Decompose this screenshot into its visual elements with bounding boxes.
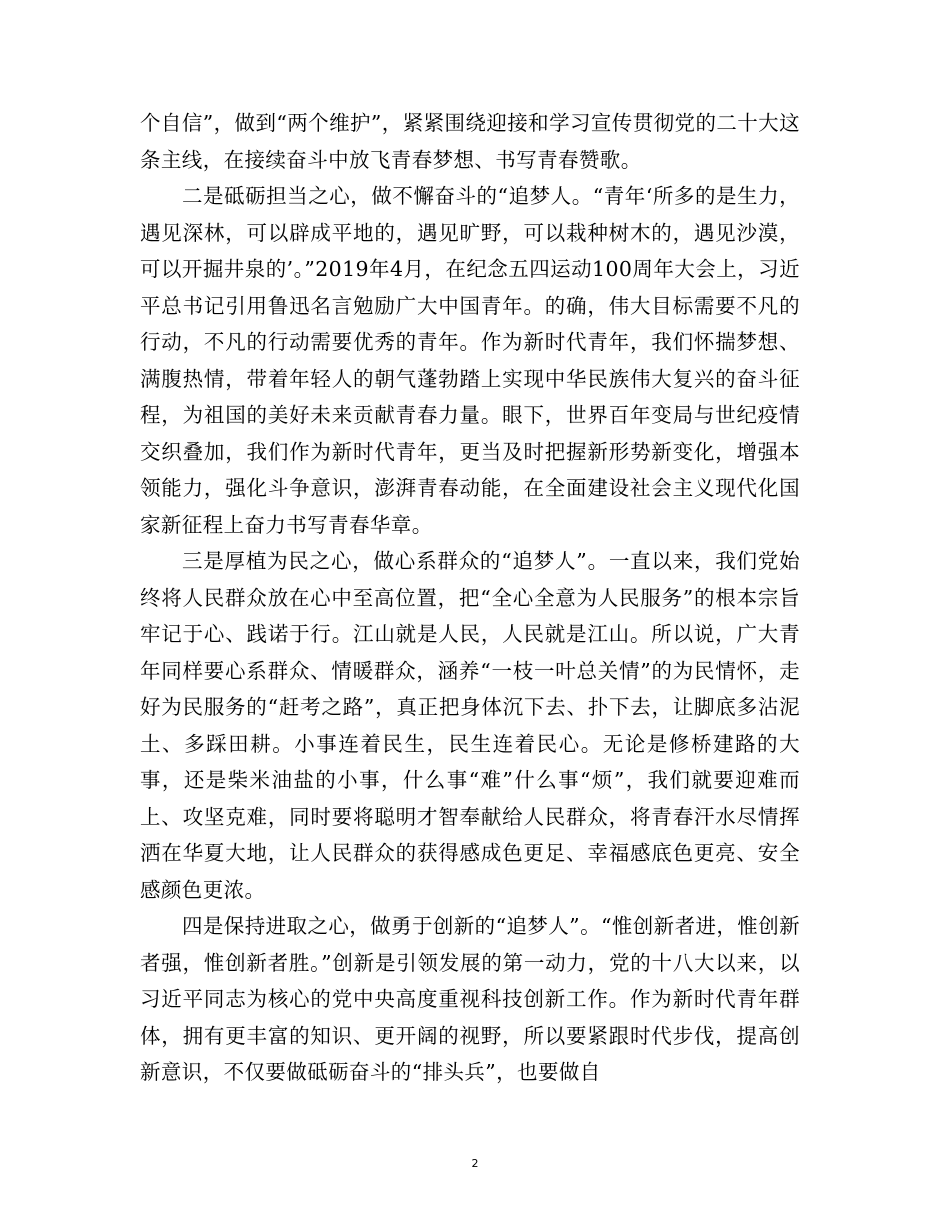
paragraph-continuation: 个自信”，做到“两个维护”，紧紧围绕迎接和学习宣传贯彻党的二十大这条主线，在接续奋斗中放飞青春梦想、书写青春赞歌。 <box>140 111 800 172</box>
paragraph-point-four: 四是保持进取之心，做勇于创新的“追梦人”。“惟创新者进，惟创新者强，惟创新者胜。”创新是引领发展的第一动力，党的十八大以来，以习近平同志为核心的党中央高度重视科技创新工作。作为新时代青年群体，拥有更丰富的知识、更开阔的视野，所以要紧跟时代步伐，提高创新意识，不仅要做砥砺奋斗的“排头兵”，也要做自 <box>140 914 800 1084</box>
paragraph-point-two: 二是砥砺担当之心，做不懈奋斗的“追梦人。“青年‘所多的是生力，遇见深林，可以辟成平地的，遇见旷野，可以栽种树木的，遇见沙漠，可以开掘井泉的’。”2019年4月，在纪念五四运动100周年大会上，习近平总书记引用鲁迅名言勉励广大中国青年。的确，伟大目标需要不凡的行动，不凡的行动需要优秀的青年。作为新时代青年，我们怀揣梦想、满腹热情，带着年轻人的朝气蓬勃踏上实现中华民族伟大复兴的奋斗征程，为祖国的美好未来贡献青春力量。眼下，世界百年变局与世纪疫情交织叠加，我们作为新时代青年，更当及时把握新形势新变化，增强本领能力，强化斗争意识，澎湃青春动能，在全面建设社会主义现代化国家新征程上奋力书写青春华章。 <box>140 184 800 537</box>
page-number: 2 <box>471 1157 479 1170</box>
paragraph-point-three: 三是厚植为民之心，做心系群众的“追梦人”。一直以来，我们党始终将人民群众放在心中至高位置，把“全心全意为人民服务”的根本宗旨牢记于心、践诺于行。江山就是人民，人民就是江山。所以说，广大青年同样要心系群众、情暖群众，涵养“一枝一叶总关情”的为民情怀，走好为民服务的“赶考之路”，真正把身体沉下去、扑下去，让脚底多沾泥土、多踩田耕。小事连着民生，民生连着民心。无论是修桥建路的大事，还是柴米油盐的小事，什么事“难”什么事“烦”，我们就要迎难而上、攻坚克难，同时要将聪明才智奉献给人民群众，将青春汗水尽情挥洒在华夏大地，让人民群众的获得感成色更足、幸福感底色更亮、安全感颜色更浓。 <box>140 549 800 902</box>
document-body <box>140 105 800 1091</box>
